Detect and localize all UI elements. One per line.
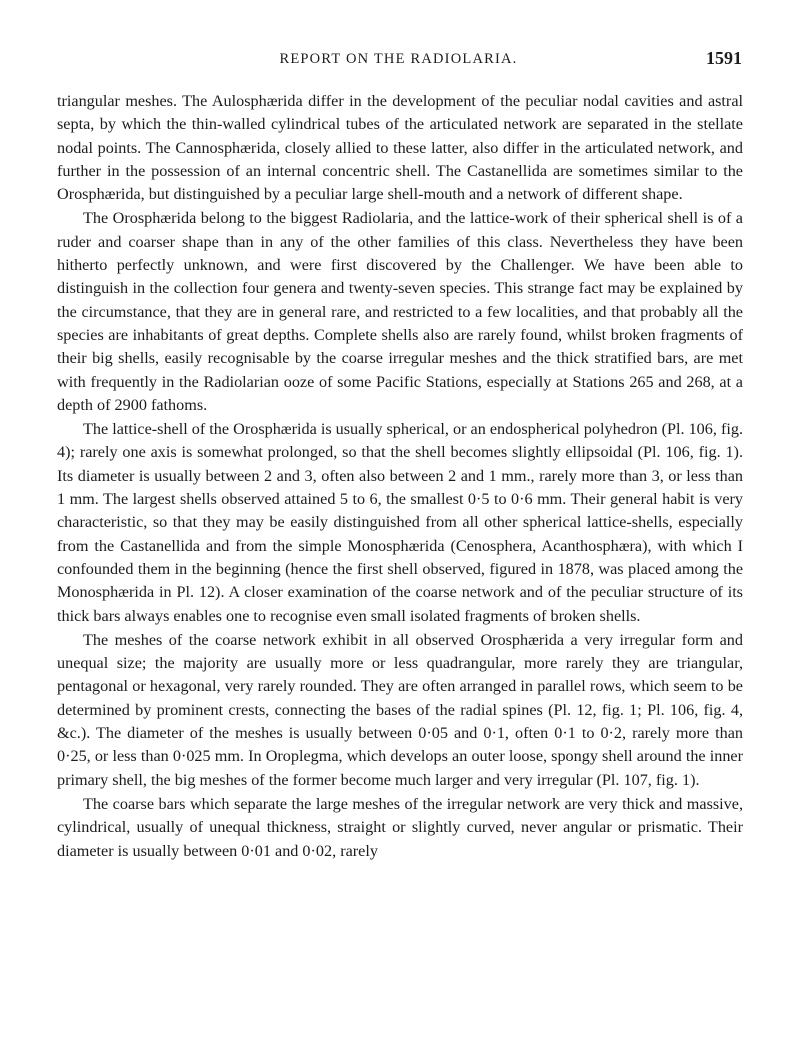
paragraph-3: The lattice-shell of the Orosphærida is usually spherical, or an endospherical polyhedron (Pl. 106, fig. 4); rarely one axis is somewhat prolonged, so that the shell becomes slightly ellipsoidal (Pl. 106, fig. 1). Its diameter is usually between 2 and 3, often also between 2 and 1 mm., rarely more than 3, or less than 1 mm. The largest shells observed attained 5 to 6, the smallest 0·5 to 0·6 mm. Their general habit is very characteristic, so that they may be easily distinguished from all other spherical lattice-shells, especially from the Castanellida and from the simple Monosphærida (Cenosphera, Acanthosphæra), with which I confounded them in the beginning (hence the first shell observed, figured in 1878, was placed among the Monosphærida in Pl. 12). A closer examination of the coarse network and of the peculiar structure of its thick bars always enables one to recognise even small isolated fragments of broken shells. — [57, 420, 743, 625]
paragraph-2: The Orosphærida belong to the biggest Radiolaria, and the lattice-work of their spherical shell is of a ruder and coarser shape than in any of the other families of this class. Nevertheless they have been hitherto perfectly unknown, and were first discovered by the Challenger. We have been able to distinguish in the collection four genera and twenty-seven species. This strange fact may be explained by the circumstance, that they are in general rare, and restricted to a few localities, and that probably all the species are inhabitants of great depths. Complete shells also are rarely found, whilst broken fragments of their big shells, easily recognisable by the coarse irregular meshes and the thick stratified bars, are met with frequently in the Radiolarian ooze of some Pacific Stations, especially at Stations 265 and 268, at a depth of 2900 fathoms. — [57, 209, 743, 414]
page-header — [55, 48, 742, 72]
paragraph-5: The coarse bars which separate the large meshes of the irregular network are very thick and massive, cylindrical, usually of unequal thickness, straight or slightly curved, never angular or prismatic. Their diameter is usually between 0·01 and 0·02, rarely — [57, 794, 743, 860]
paragraph-4: The meshes of the coarse network exhibit in all observed Orosphærida a very irregular form and unequal size; the majority are usually more or less quadrangular, more rarely they are triangular, pentagonal or hexagonal, very rarely rounded. They are often arranged in parallel rows, which seem to be determined by prominent crests, connecting the bases of the radial spines (Pl. 12, fig. 1; Pl. 106, fig. 4, &c.). The diameter of the meshes is usually between 0·05 and 0·1, often 0·1 to 0·2, rarely more than 0·25, or less than 0·025 mm. In Oroplegma, which develops an outer loose, spongy shell around the inner primary shell, the big meshes of the former become much larger and very irregular (Pl. 107, fig. 1). — [57, 630, 743, 789]
page-number: 1591 — [706, 48, 742, 68]
body-text — [57, 90, 743, 863]
running-title: REPORT ON THE RADIOLARIA. — [279, 51, 518, 67]
paragraph-1: triangular meshes. The Aulosphærida differ in the development of the peculiar nodal cavities and astral septa, by which the thin-walled cylindrical tubes of the articulated network are separated in the stellate nodal points. The Cannosphærida, closely allied to these latter, also differ in the articulated network, and further in the possession of an internal concentric shell. The Castanellida are sometimes similar to the Orosphærida, but distinguished by a peculiar large shell-mouth and a network of different shape. — [57, 92, 743, 204]
